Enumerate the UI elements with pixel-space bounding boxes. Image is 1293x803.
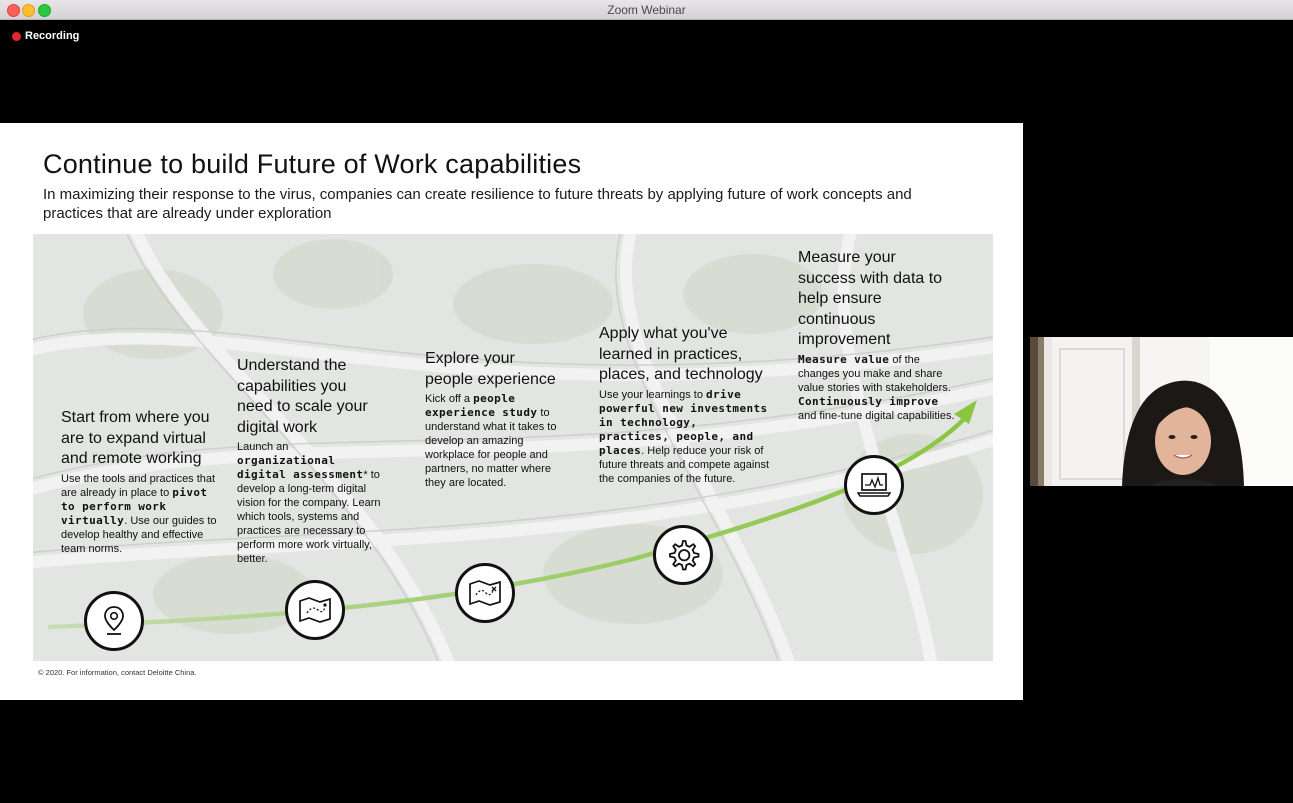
step-heading: Measure your success with data to help ensure continuous improvement (798, 249, 943, 348)
step-explore (425, 349, 567, 490)
gear-icon (653, 525, 713, 585)
step-body: Use the tools and practices that are already in place to pivot to perform work virtually. Use our guides to develop healthy and effective team norms. (61, 472, 217, 555)
step-heading: Start from where you are to expand virtual and remote working (61, 409, 210, 467)
speaker-video-frame (1030, 337, 1293, 486)
window-titlebar (0, 0, 1293, 20)
slide-subtitle: In maximizing their response to the virus, companies can create resilience to future threats by applying future of work concepts and practices that are already under exploration (43, 186, 912, 222)
step-measure (798, 248, 958, 423)
shared-screen-slide (0, 123, 1023, 700)
map-icon (285, 580, 345, 640)
step-apply (599, 324, 774, 486)
step-body: Use your learnings to drive powerful new investments in technology, practices, people, and places. Help reduce your risk of future threats and compete against the companies of the future. (599, 387, 769, 485)
window-title: Zoom Webinar (607, 3, 686, 17)
step-heading: Apply what you've learned in practices, places, and technology (599, 325, 763, 383)
step-heading: Understand the capabilities you need to scale your digital work (237, 357, 368, 436)
step-start (61, 408, 223, 556)
step-body: Measure value of the changes you make and share value stories with stakeholders. Continuously improve and fine-tune digital capabilities. (798, 352, 955, 422)
recording-dot-icon (12, 32, 21, 41)
step-body: Launch an organizational digital assessment* to develop a long-term digital vision for the company. Learn which tools, systems and practices are necessary to perform more work virtually, better. (237, 441, 381, 565)
slide-footer: © 2020. For information, contact Deloitte China. (38, 668, 197, 677)
recording-label: Recording (25, 30, 80, 42)
step-heading: Explore your people experience (425, 350, 556, 388)
speaker-video-thumbnail[interactable] (1030, 337, 1293, 486)
laptop-chart-icon (844, 455, 904, 515)
step-body: Kick off a people experience study to understand what it takes to develop an amazing workplace for people and partners, no matter where they are located. (425, 392, 557, 489)
location-pin-icon (84, 591, 144, 651)
map-route-icon (455, 563, 515, 623)
recording-indicator (12, 30, 79, 42)
step-understand (237, 356, 382, 566)
slide-title: Continue to build Future of Work capabilities (43, 149, 582, 179)
